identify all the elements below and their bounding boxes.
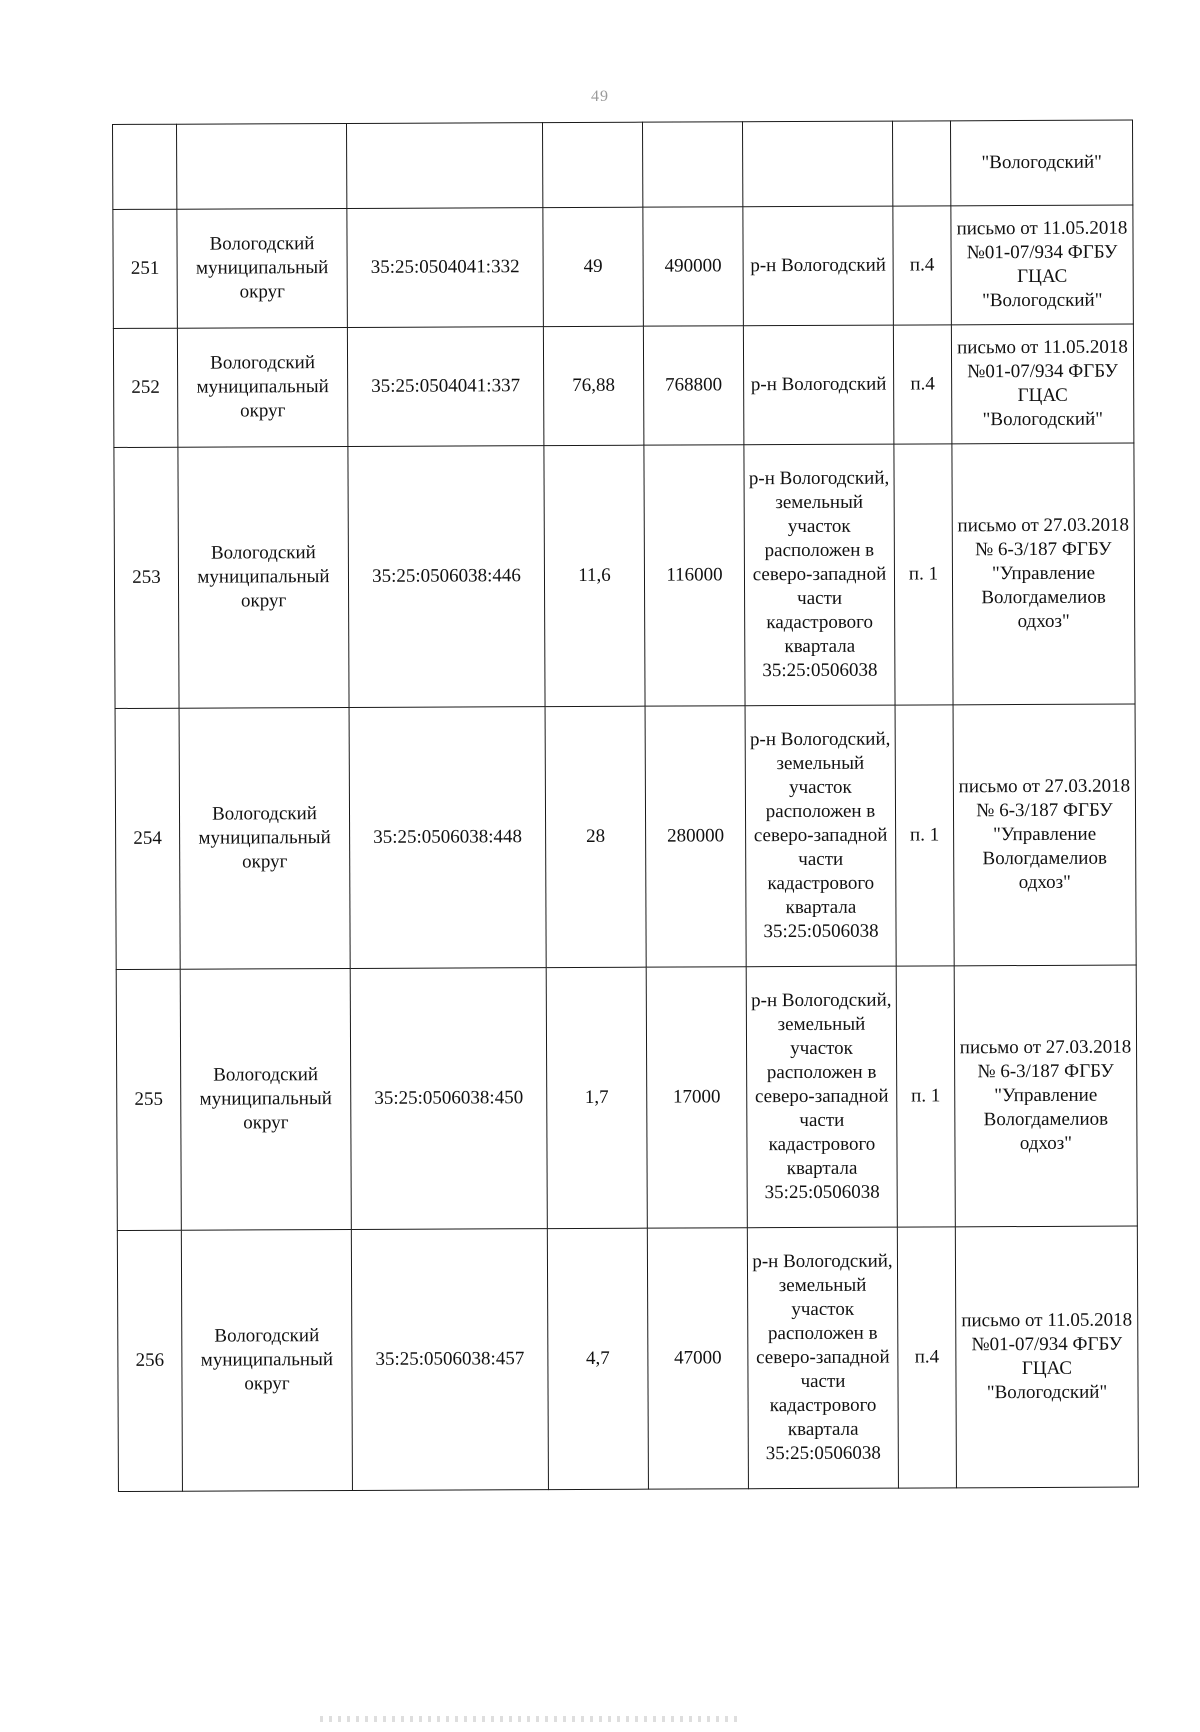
- cell-municipality: Вологодский муниципальный округ: [177, 208, 348, 328]
- cell-cadastral: [346, 123, 542, 209]
- cell-value: 47000: [647, 1228, 748, 1489]
- cell-value: 17000: [646, 967, 747, 1228]
- cell-document: письмо от 27.03.2018 № 6-3/187 ФГБУ "Управление Вологдамелиов одхоз": [953, 704, 1136, 966]
- cell-area: 4,7: [547, 1228, 648, 1489]
- cell-value: 768800: [643, 326, 744, 445]
- cell-document: письмо от 11.05.2018 №01-07/934 ФГБУ ГЦАС "Вологодский": [951, 324, 1134, 444]
- cell-area: [542, 122, 642, 207]
- cell-location: р-н Вологодский, земельный участок расположен в северо-западной части кадастрового квартала 35:25:0506038: [746, 966, 897, 1228]
- table-row: [113, 205, 1134, 328]
- cell-value: 116000: [644, 445, 745, 706]
- cell-municipality: Вологодский муниципальный округ: [181, 1229, 352, 1491]
- cell-area: 11,6: [544, 445, 645, 706]
- table-row-continuation: [113, 120, 1133, 209]
- cell-location: [742, 121, 892, 207]
- cell-cadastral: 35:25:0504041:332: [347, 208, 544, 328]
- cell-clause: п.4: [893, 206, 952, 325]
- table-row: [113, 324, 1134, 447]
- scan-artifact: [320, 1716, 740, 1722]
- cell-value: 280000: [645, 706, 746, 967]
- cell-num: 251: [113, 209, 178, 328]
- cell-location: р-н Вологодский, земельный участок расположен в северо-западной части кадастрового квартала 35:25:0506038: [744, 444, 895, 706]
- cell-cadastral: 35:25:0506038:448: [349, 707, 546, 969]
- cell-num: 254: [115, 708, 180, 969]
- cell-area: 28: [545, 706, 646, 967]
- table-row: [116, 965, 1137, 1230]
- cell-cadastral: 35:25:0506038:457: [351, 1229, 548, 1491]
- cell-clause: п. 1: [895, 705, 954, 966]
- cell-value: [642, 122, 742, 207]
- cell-cadastral: 35:25:0506038:450: [350, 968, 547, 1230]
- table-row: [114, 443, 1135, 708]
- cell-document: письмо от 27.03.2018 № 6-3/187 ФГБУ "Управление Вологдамелиов одхоз": [952, 443, 1135, 705]
- cell-municipality: Вологодский муниципальный округ: [179, 707, 350, 969]
- cell-cadastral: 35:25:0506038:446: [348, 446, 545, 708]
- cell-municipality: [177, 123, 347, 209]
- cell-document: письмо от 11.05.2018 №01-07/934 ФГБУ ГЦАС "Вологодский": [951, 205, 1134, 325]
- cell-location: р-н Вологодский, земельный участок расположен в северо-западной части кадастрового квартала 35:25:0506038: [747, 1227, 898, 1489]
- cell-area: 76,88: [543, 326, 644, 445]
- cell-location: р-н Вологодский: [743, 325, 894, 445]
- cell-num: 256: [117, 1230, 182, 1491]
- cell-num: 253: [114, 447, 179, 708]
- cell-municipality: Вологодский муниципальный округ: [178, 446, 349, 708]
- table-row: [117, 1226, 1138, 1491]
- cell-clause: п. 1: [896, 966, 955, 1227]
- cell-num: 255: [116, 969, 181, 1230]
- cell-num: [113, 124, 177, 209]
- cell-clause: п.4: [893, 325, 952, 444]
- cell-value: 490000: [643, 207, 744, 326]
- cell-clause: [892, 121, 950, 206]
- cell-document: письмо от 27.03.2018 № 6-3/187 ФГБУ "Управление Вологдамелиов одхоз": [954, 965, 1137, 1227]
- land-registry-table: [112, 120, 1139, 1492]
- cell-location: р-н Вологодский: [743, 206, 894, 326]
- cell-document: "Вологодский": [950, 120, 1132, 206]
- cell-area: 49: [543, 207, 644, 326]
- table-row: [115, 704, 1136, 969]
- cell-area: 1,7: [546, 967, 647, 1228]
- cell-municipality: Вологодский муниципальный округ: [180, 968, 351, 1230]
- cell-municipality: Вологодский муниципальный округ: [177, 327, 348, 447]
- page-number: 49: [591, 88, 609, 105]
- cell-clause: п. 1: [894, 444, 953, 705]
- cell-clause: п.4: [897, 1227, 956, 1488]
- cell-document: письмо от 11.05.2018 №01-07/934 ФГБУ ГЦАС "Вологодский": [955, 1226, 1138, 1488]
- cell-num: 252: [113, 328, 178, 447]
- cell-location: р-н Вологодский, земельный участок расположен в северо-западной части кадастрового квартала 35:25:0506038: [745, 705, 896, 967]
- cell-cadastral: 35:25:0504041:337: [347, 327, 544, 447]
